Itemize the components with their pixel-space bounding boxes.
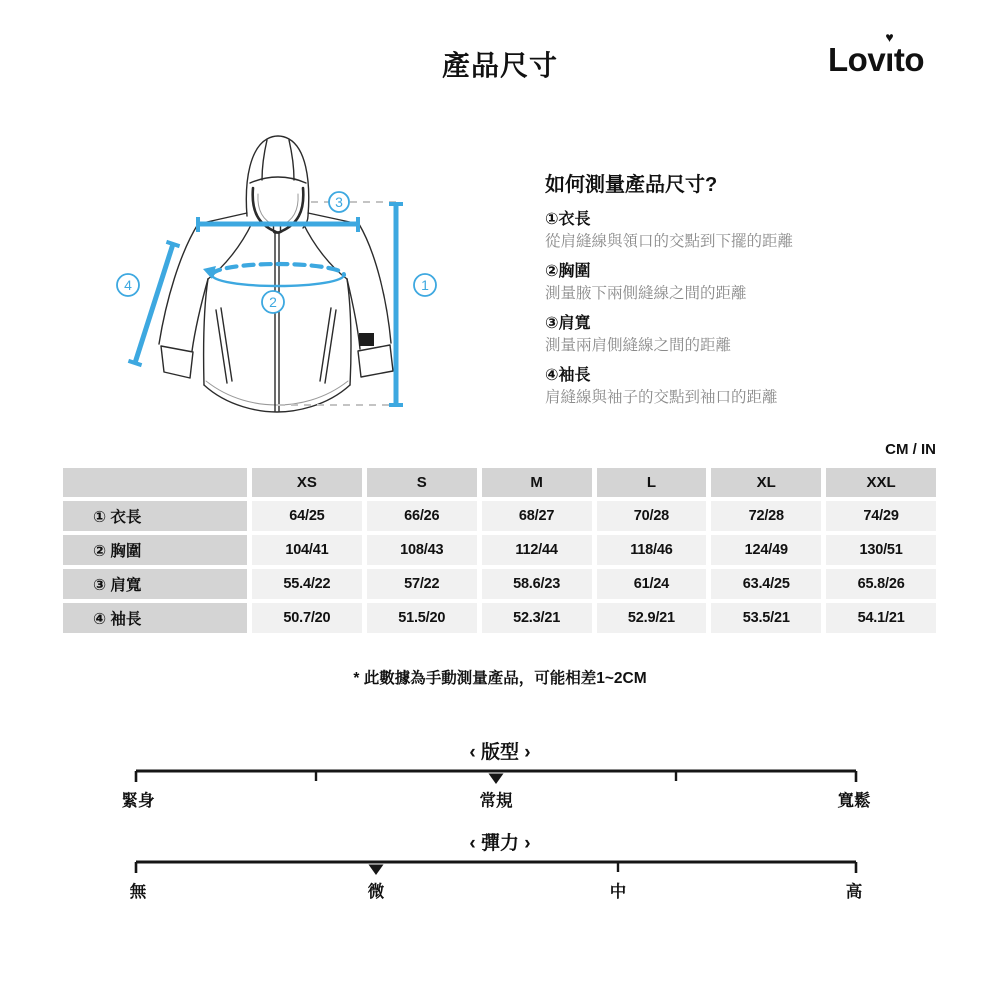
size-value-cell: 52.3/21 <box>482 603 592 633</box>
howto-title: 如何測量產品尺寸? <box>545 174 718 196</box>
size-value-cell: 108/43 <box>367 535 477 565</box>
fit-scale-title: ‹ 版型 › <box>469 742 531 763</box>
howto-item-desc: 測量兩肩側縫線之間的距離 <box>545 337 732 354</box>
size-value-cell: 53.5/21 <box>711 603 821 633</box>
garment-measurement-diagram <box>100 120 520 420</box>
howto-item-desc: 肩縫線與袖子的交點到袖口的距離 <box>545 389 778 406</box>
howto-item <box>545 261 945 305</box>
chest-ellipse-annotation <box>212 264 344 286</box>
stretch-scale <box>130 851 870 923</box>
stretch-label-none: 無 <box>129 883 147 901</box>
fit-label-regular: 常規 <box>479 792 513 810</box>
sleeve-length-annotation <box>128 242 179 365</box>
stretch-label-high: 高 <box>845 883 863 901</box>
jacket-outline <box>159 136 393 412</box>
size-value-cell: 63.4/25 <box>711 569 821 599</box>
corner-cell <box>63 468 247 497</box>
size-col-header: S <box>367 468 477 497</box>
svg-text:1: 1 <box>421 277 429 293</box>
size-value-cell: 74/29 <box>826 501 936 531</box>
marker-circle-4 <box>117 274 139 296</box>
howto-item-label: ②胸圍 <box>545 263 591 280</box>
size-value-cell: 64/25 <box>252 501 362 531</box>
leader-dashes <box>278 202 396 405</box>
row-label: ① 衣長 <box>63 501 247 531</box>
fit-marker-icon <box>489 774 504 785</box>
size-value-cell: 70/28 <box>597 501 707 531</box>
size-value-cell: 55.4/22 <box>252 569 362 599</box>
fit-scale-axis <box>130 760 870 786</box>
size-col-header: XS <box>252 468 362 497</box>
howto-item-desc: 測量腋下兩側縫線之間的距離 <box>545 285 747 302</box>
fit-label-tight: 緊身 <box>121 792 155 810</box>
size-value-cell: 51.5/20 <box>367 603 477 633</box>
page-title: 產品尺寸 <box>441 50 558 81</box>
stretch-marker-icon <box>369 865 384 876</box>
marker-circle-3 <box>329 192 349 212</box>
brand-logo-i: ı ♥ <box>885 29 894 78</box>
svg-text:2: 2 <box>269 294 277 310</box>
size-value-cell: 52.9/21 <box>597 603 707 633</box>
size-value-cell: 112/44 <box>482 535 592 565</box>
howto-item <box>545 365 945 409</box>
size-value-cell: 58.6/23 <box>482 569 592 599</box>
marker-circle-1 <box>414 274 436 296</box>
size-value-cell: 50.7/20 <box>252 603 362 633</box>
brand-logo <box>828 29 924 79</box>
stretch-scale-title: ‹ 彈力 › <box>469 833 531 854</box>
size-value-cell: 65.8/26 <box>826 569 936 599</box>
stretch-scale-axis <box>130 851 870 877</box>
fit-scale <box>121 760 871 832</box>
body-length-annotation <box>389 204 403 405</box>
howto-item-desc: 從肩縫線與領口的交點到下擺的距離 <box>545 233 794 250</box>
howto-item <box>545 209 945 253</box>
size-value-cell: 54.1/21 <box>826 603 936 633</box>
svg-text:3: 3 <box>335 194 343 210</box>
brand-logo-pre: Lov <box>828 41 886 78</box>
stretch-label-medium: 中 <box>609 883 627 901</box>
size-value-cell: 66/26 <box>367 501 477 531</box>
unit-label: CM / IN <box>885 441 936 458</box>
brand-logo-post: to <box>893 41 924 78</box>
size-value-cell: 57/22 <box>367 569 477 599</box>
stretch-label-slight: 微 <box>367 883 385 901</box>
sleeve-brand-patch <box>359 333 374 346</box>
size-value-cell: 124/49 <box>711 535 821 565</box>
row-label: ④ 袖長 <box>63 603 247 633</box>
size-col-header: L <box>597 468 707 497</box>
marker-circle-2 <box>262 291 284 313</box>
size-col-header: M <box>482 468 592 497</box>
fit-label-loose: 寬鬆 <box>837 792 871 810</box>
howto-item <box>545 313 945 357</box>
heart-icon: ♥ <box>885 29 894 45</box>
size-table <box>63 468 936 633</box>
size-col-header: XL <box>711 468 821 497</box>
size-value-cell: 68/27 <box>482 501 592 531</box>
row-label: ③ 肩寬 <box>63 569 247 599</box>
row-label: ② 胸圍 <box>63 535 247 565</box>
size-value-cell: 72/28 <box>711 501 821 531</box>
size-value-cell: 118/46 <box>597 535 707 565</box>
size-col-header: XXL <box>826 468 936 497</box>
measurement-note: * 此數據為手動測量產品，可能相差1~2CM <box>353 670 647 687</box>
size-value-cell: 130/51 <box>826 535 936 565</box>
howto-item-label: ④袖長 <box>545 367 591 384</box>
howto-item-label: ③肩寬 <box>545 315 591 332</box>
size-value-cell: 104/41 <box>252 535 362 565</box>
size-value-cell: 61/24 <box>597 569 707 599</box>
howto-item-label: ①衣長 <box>545 211 591 228</box>
howto-section <box>545 168 945 417</box>
svg-text:4: 4 <box>124 277 132 293</box>
